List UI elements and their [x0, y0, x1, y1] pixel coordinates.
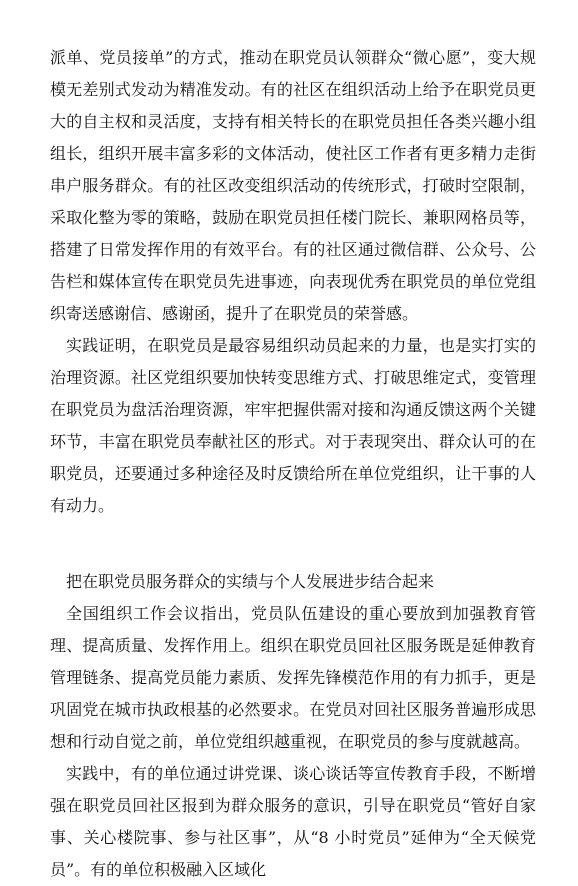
paragraph-3: 全国组织工作会议指出，党员队伍建设的重心要放到加强教育管理、提高质量、发挥作用上。组织在职党员回社区服务既是延伸教育管理链条、提高党员能力素质、发挥先锋模范作用的有力抓手，更是巩固党在城市执政根基的必然要求。在党员对回社区服务普遍形成思想和行动自觉之前，单位党组织越重视，在职党员的参与度就越高。: [50, 604, 536, 751]
paragraph-4: 实践中，有的单位通过讲党课、谈心谈话等宣传教育手段，不断增强在职党员回社区报到为群众服务的意识，引导在职党员“管好自家事、关心楼院事、参与社区事”，从“8 小时党员”延伸为“全天候党员”。有的单位积极融入区域化: [50, 764, 536, 879]
paragraph-1: 派单、党员接单”的方式，推动在职党员认领群众“微心愿”，变大规模无差别式发动为精准发动。有的社区在组织活动上给予在职党员更大的自主权和灵活度，支持有相关特长的在职党员担任各类兴趣小组组长，组织开展丰富多彩的文体活动，使社区工作者有更多精力走街串户服务群众。有的社区改变组织活动的传统形式，打破时空限制，采取化整为零的策略，鼓励在职党员担任楼门院长、兼职网格员等，搭建了日常发挥作用的有效平台。有的社区通过微信群、公众号、公告栏和媒体宣传在职党员先进事迹，向表现优秀在职党员的单位党组织寄送感谢信、感谢函，提升了在职党员的荣誉感。: [50, 48, 536, 323]
paragraph-2: 实践证明，在职党员是最容易组织动员起来的力量，也是实打实的治理资源。社区党组织要加快转变思维方式、打破思维定式，变管理在职党员为盘活治理资源，牢牢把握供需对接和沟通反馈这两个关键环节，丰富在职党员奉献社区的形式。对于表现突出、群众认可的在职党员，还要通过多种途径及时反馈给所在单位党组织，让干事的人有动力。: [50, 336, 536, 515]
section-heading: 把在职党员服务群众的实绩与个人发展进步结合起来: [66, 572, 435, 591]
section-gap: [50, 522, 578, 566]
